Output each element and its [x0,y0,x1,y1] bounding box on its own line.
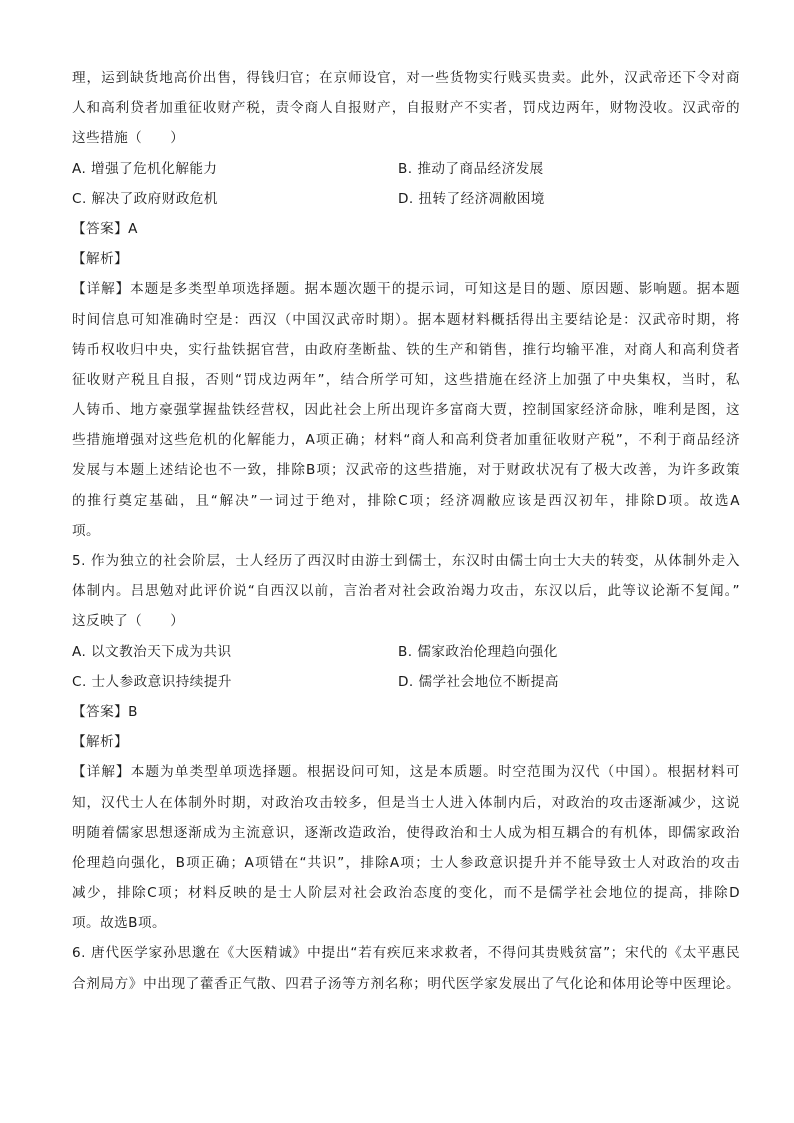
option-a: A. 以文教治天下成为共识 [72,643,232,660]
question-5 [72,546,740,938]
analysis-line: 明随着儒家思想逐渐成为主流意识，逐渐改造政治，使得政治和士人成为相互耦合的有机体，即儒家政治 [72,824,740,841]
analysis-line: 人铸币、地方豪强掌握盐铁经营权，因此社会上所出现许多富商大贾，控制国家经济命脉，唯利是图，这 [72,402,740,419]
analysis-line: 减少，排除C项；材料反映的是士人阶层对社会政治态度的变化，而不是儒学社会地位的提高，排除D [72,885,740,902]
analysis-line: 【详解】本题是多类型单项选择题。据本题次题干的提示词，可知这是目的题、原因题、影响题。据本题 [72,281,740,298]
question-stem-line: 5. 作为独立的社会阶层，士人经历了西汉时由游士到儒士，东汉时由儒士向士大夫的转变，从体制外走入 [72,553,740,569]
option-b: B. 推动了商品经济发展 [398,160,544,177]
question-stem-line: 人和高利贷者加重征收财产税，责令商人自报财产，自报财产不实者，罚戍边两年，财物没收。汉武帝的 [72,100,740,117]
analysis-line: 些措施增强对这些危机的化解能力，A项正确；材料“商人和高利贷者加重征收财产税”，不利于商品经济 [72,432,740,449]
analysis-line: 发展与本题上述结论也不一致，排除B项；汉武帝的这些措施，对于财政状况有了极大改善，为许多政策 [72,462,740,479]
analysis-line: 铸币权收归中央，实行盐铁据官营，由政府垄断盐、铁的生产和销售，推行均输平准，对商人和高利贷者 [72,341,740,358]
analysis-line: 的推行奠定基础，且“解决”一词过于绝对，排除C项；经济凋敝应该是西汉初年，排除D项。故选A [72,492,740,509]
question-stem-line: 体制内。吕思勉对此评价说“自西汉以前，言治者对社会政治竭力攻击，东汉以后，此等议论渐不复闻。” [72,583,740,600]
option-b: B. 儒家政治伦理趋向强化 [398,643,558,660]
document-page [72,63,740,999]
option-row [72,667,740,697]
analysis-line: 伦理趋向强化，B项正确；A项错在“共识”，排除A项；士人参政意识提升并不能导致士人对政治的攻击 [72,854,740,871]
question-4 [72,63,740,546]
analysis-line: 时间信息可知准确时空是：西汉（中国汉武帝时期）。据本题材料概括得出主要结论是：汉武帝时期，将 [72,311,740,328]
option-c: C. 士人参政意识持续提升 [72,673,232,690]
option-row [72,637,740,667]
question-stem-line: 合剂局方》中出现了藿香正气散、四君子汤等方剂名称；明代医学家发展出了气化论和体用论等中医理论。 [72,975,740,992]
option-c: C. 解决了政府财政危机 [72,190,218,207]
question-stem-line: 6. 唐代医学家孙思邈在《大医精诚》中提出“若有疾厄来求救者，不得问其贵贱贫富”；宋代的《太平惠民 [72,945,740,962]
option-d: D. 扭转了经济凋敝困境 [398,190,545,207]
option-d: D. 儒学社会地位不断提高 [398,673,559,690]
question-stem-line: 这反映了（ ） [72,613,185,630]
analysis-line: 项。故选B项。 [72,915,167,932]
analysis-label: 【解析】 [72,251,129,268]
question-stem-line: 这些措施（ ） [72,130,185,147]
analysis-line: 【详解】本题为单类型单项选择题。根据设问可知，这是本质题。时空范围为汉代（中国）。根据材料可 [72,764,740,781]
analysis-line: 知，汉代士人在体制外时期，对政治攻击较多，但是当士人进入体制内后，对政治的攻击逐渐减少，这说 [72,794,740,811]
analysis-label: 【解析】 [72,734,129,751]
answer-line: 【答案】B [72,703,138,720]
analysis-line: 征收财产税且自报，否则“罚戍边两年”，结合所学可知，这些措施在经济上加强了中央集权，当时，私 [72,371,740,388]
question-stem-line: 理，运到缺货地高价出售，得钱归官；在京师设官，对一些货物实行贱买贵卖。此外，汉武帝还下令对商 [72,70,740,86]
analysis-line: 项。 [72,522,101,539]
option-a: A. 增强了危机化解能力 [72,160,218,177]
answer-line: 【答案】A [72,220,138,237]
option-row [72,154,740,184]
option-row [72,184,740,214]
question-6 [72,938,740,998]
